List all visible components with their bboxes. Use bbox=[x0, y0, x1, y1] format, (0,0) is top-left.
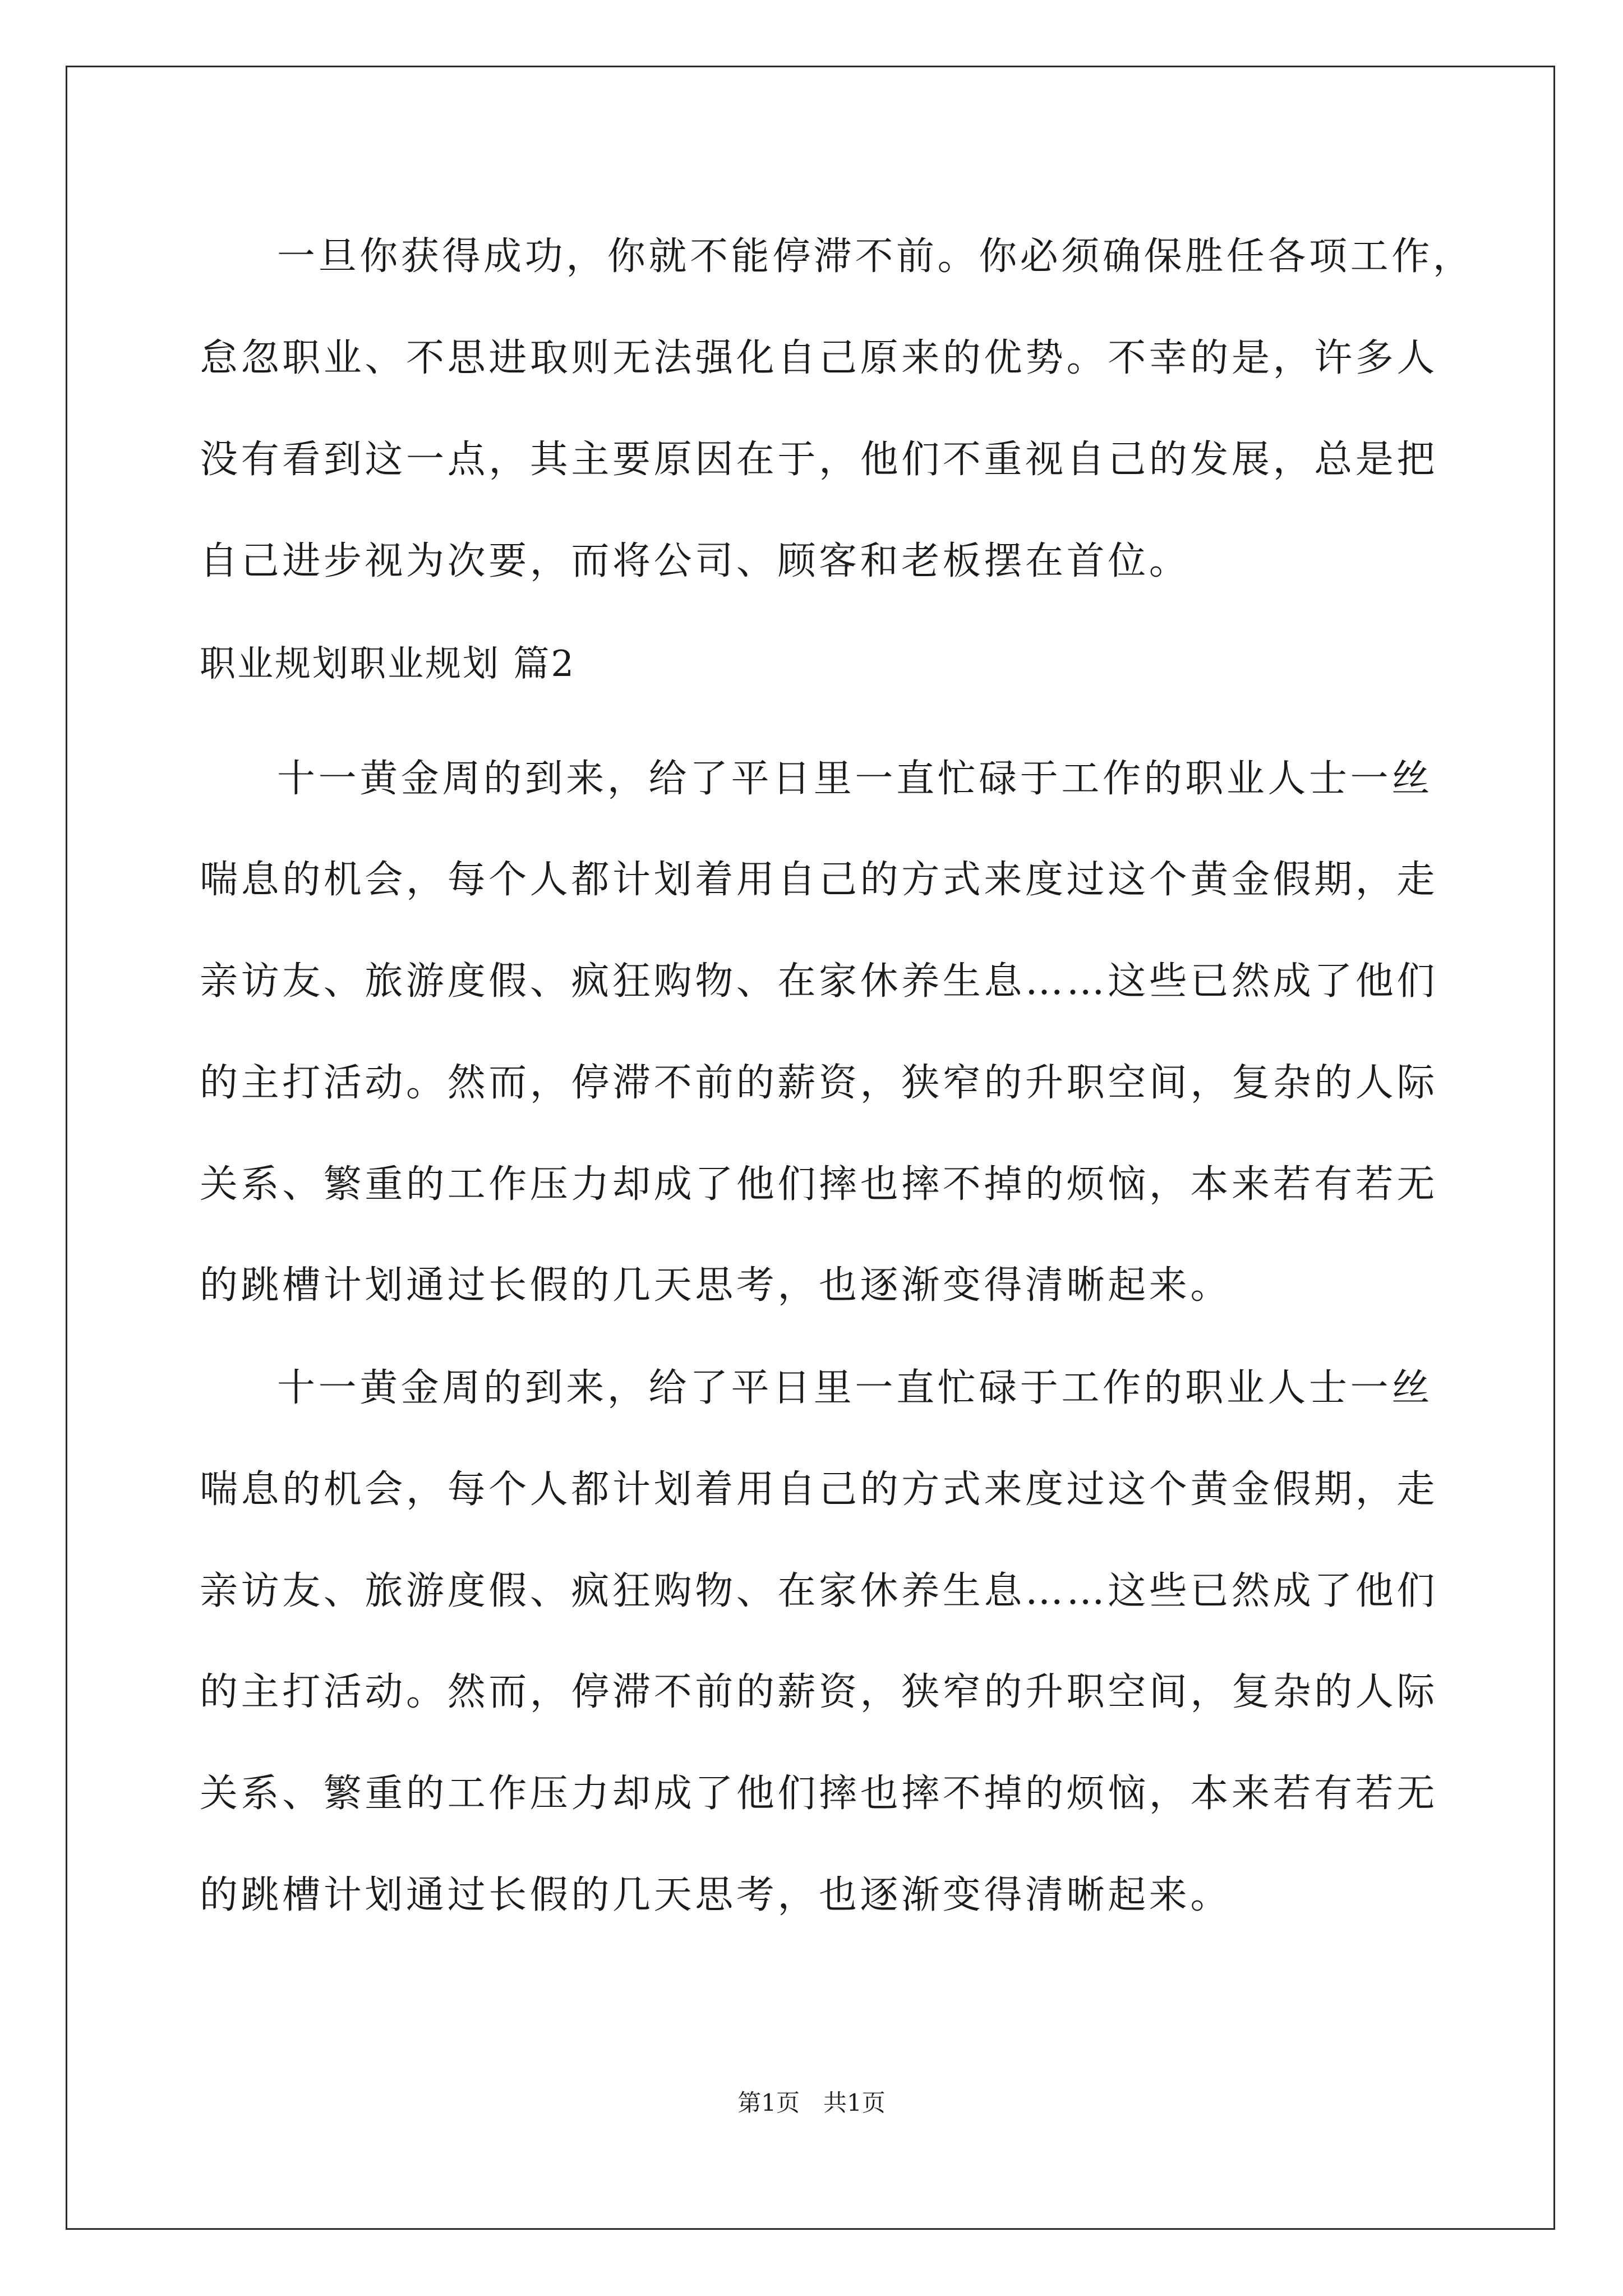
paragraph-3-line-2: 喘息的机会，每个人都计划着用自己的方式来度过这个黄金假期，走 bbox=[200, 1467, 1438, 1512]
paragraph-3-line-3: 亲访友、旅游度假、疯狂购物、在家休养生息……这些已然成了他们 bbox=[200, 1569, 1438, 1613]
paragraph-3-line-1: 十一黄金周的到来，给了平日里一直忙碌于工作的职业人士一丝 bbox=[277, 1366, 1433, 1410]
paragraph-2-line-6: 的跳槽计划通过长假的几天思考，也逐渐变得清晰起来。 bbox=[200, 1263, 1232, 1308]
paragraph-1-line-3: 没有看到这一点，其主要原因在于，他们不重视自己的发展，总是把 bbox=[200, 438, 1438, 482]
paragraph-2-line-3: 亲访友、旅游度假、疯狂购物、在家休养生息……这些已然成了他们 bbox=[200, 959, 1438, 1004]
paragraph-3-line-4: 的主打活动。然而，停滞不前的薪资，狭窄的升职空间，复杂的人际 bbox=[200, 1670, 1438, 1714]
paragraph-1-line-1: 一旦你获得成功，你就不能停滞不前。你必须确保胜任各项工作， bbox=[277, 234, 1474, 279]
page-number-current: 第1页 bbox=[737, 2089, 800, 2116]
paragraph-2-line-5: 关系、繁重的工作压力却成了他们摔也摔不掉的烦恼，本来若有若无 bbox=[200, 1162, 1438, 1207]
page-footer bbox=[0, 2091, 1623, 2115]
page-number-total: 共1页 bbox=[823, 2089, 886, 2116]
paragraph-2-line-2: 喘息的机会，每个人都计划着用自己的方式来度过这个黄金假期，走 bbox=[200, 858, 1438, 902]
paragraph-1-line-2: 怠忽职业、不思进取则无法强化自己原来的优势。不幸的是，许多人 bbox=[200, 336, 1438, 380]
paragraph-2-line-4: 的主打活动。然而，停滞不前的薪资，狭窄的升职空间，复杂的人际 bbox=[200, 1061, 1438, 1105]
section-heading: 职业规划职业规划 篇2 bbox=[200, 643, 576, 685]
paragraph-1-line-4: 自己进步视为次要，而将公司、顾客和老板摆在首位。 bbox=[200, 539, 1191, 583]
paragraph-3-line-6: 的跳槽计划通过长假的几天思考，也逐渐变得清晰起来。 bbox=[200, 1873, 1232, 1917]
paragraph-3-line-5: 关系、繁重的工作压力却成了他们摔也摔不掉的烦恼，本来若有若无 bbox=[200, 1772, 1438, 1816]
paragraph-2-line-1: 十一黄金周的到来，给了平日里一直忙碌于工作的职业人士一丝 bbox=[277, 757, 1433, 801]
